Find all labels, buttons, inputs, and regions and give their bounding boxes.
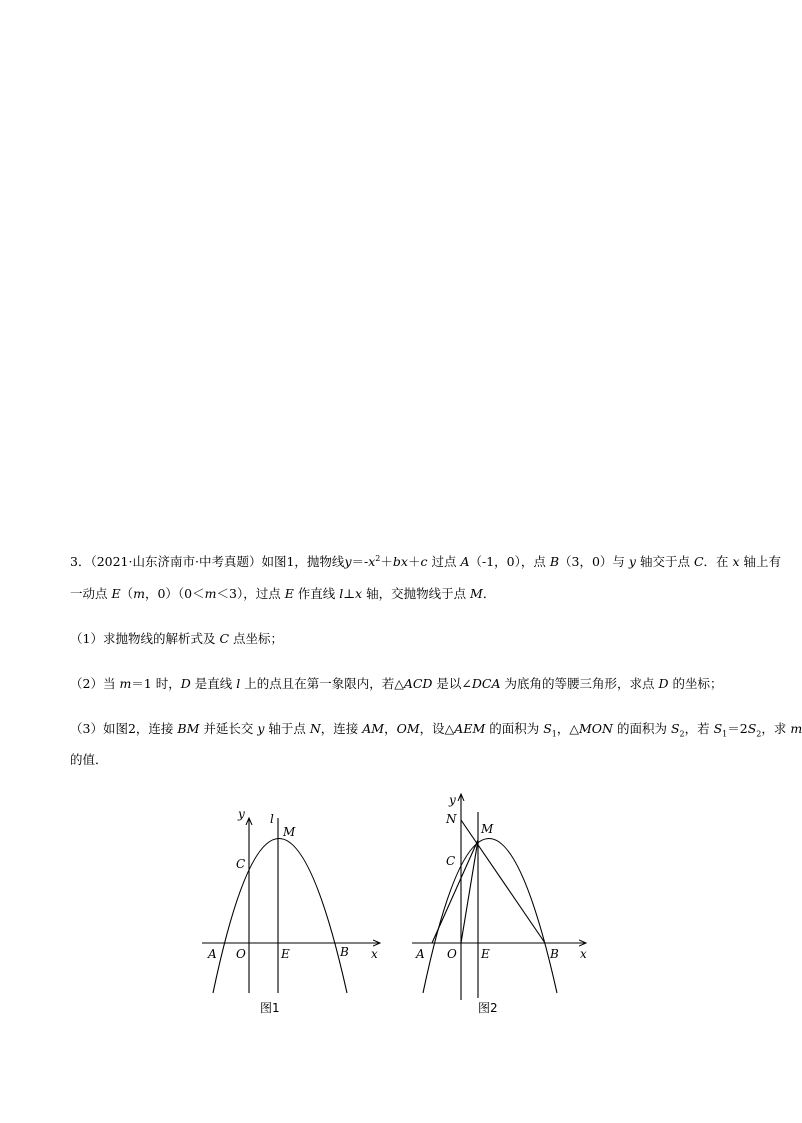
sub-question-3-end: 的值． [70, 752, 108, 767]
fig2-label-N: N [446, 812, 457, 826]
sub-question-1: （1）求抛物线的解析式及 C 点坐标； [70, 631, 283, 646]
figure-1-labels [207, 807, 378, 1015]
fig1-label-B: B [340, 945, 349, 959]
fig2-segment-OM [461, 840, 478, 943]
fig1-label-x: x [371, 947, 378, 961]
question-number: 3． [70, 554, 91, 569]
sub-question-2: （2）当 m＝1 时，D 是直线 l 上的点且在第一象限内，若△ACD 是以∠DCA 为底角的等腰三角形，求点 D 的坐标； [70, 676, 723, 691]
fig1-label-y: y [238, 807, 245, 821]
fig2-label-E: E [481, 947, 490, 961]
figure-1 [202, 818, 380, 993]
fig1-caption: 图1 [260, 1001, 280, 1015]
fig1-label-O: O [236, 947, 246, 961]
fig1-label-C: C [236, 857, 246, 871]
fig2-label-x: x [580, 947, 587, 961]
fig1-label-M: M [283, 825, 296, 839]
sub-question-3: （3）如图2，连接 BM 并延长交 y 轴于点 N，连接 AM，OM，设△AEM 的面积为 $S_1$，△MON 的面积为 $S_2$，若 $S_1=2S_2$，求 m [70, 721, 802, 739]
fig2-label-O: O [447, 947, 457, 961]
fig1-parabola [213, 839, 347, 994]
fig2-segment-NB [461, 820, 545, 943]
fig1-label-E: E [281, 947, 290, 961]
fig1-label-l: l [270, 812, 274, 826]
problem-line-2: 一动点 E（m，0）（0＜m＜3），过点 E 作直线 l⊥x 轴，交抛物线于点 M． [70, 586, 496, 601]
fig1-label-A: A [208, 947, 217, 961]
fig2-label-C: C [446, 854, 456, 868]
fig2-label-M: M [481, 822, 494, 836]
figure-2-labels [415, 793, 587, 1015]
fig2-label-y: y [449, 793, 456, 807]
problem-source: （2021·山东济南市·中考真题） [90, 554, 262, 569]
problem-line-1: 3．（2021·山东济南市·中考真题）如图1，抛物线$y=-x^2+bx+c$ 过点 A（-1，0），点 B（3，0）与 y 轴交于点 C．在 x 轴上有 [70, 553, 782, 569]
fig2-label-B: B [550, 947, 559, 961]
fig2-caption: 图2 [478, 1001, 498, 1015]
figure-2 [412, 794, 586, 1000]
fig2-label-A: A [416, 947, 425, 961]
